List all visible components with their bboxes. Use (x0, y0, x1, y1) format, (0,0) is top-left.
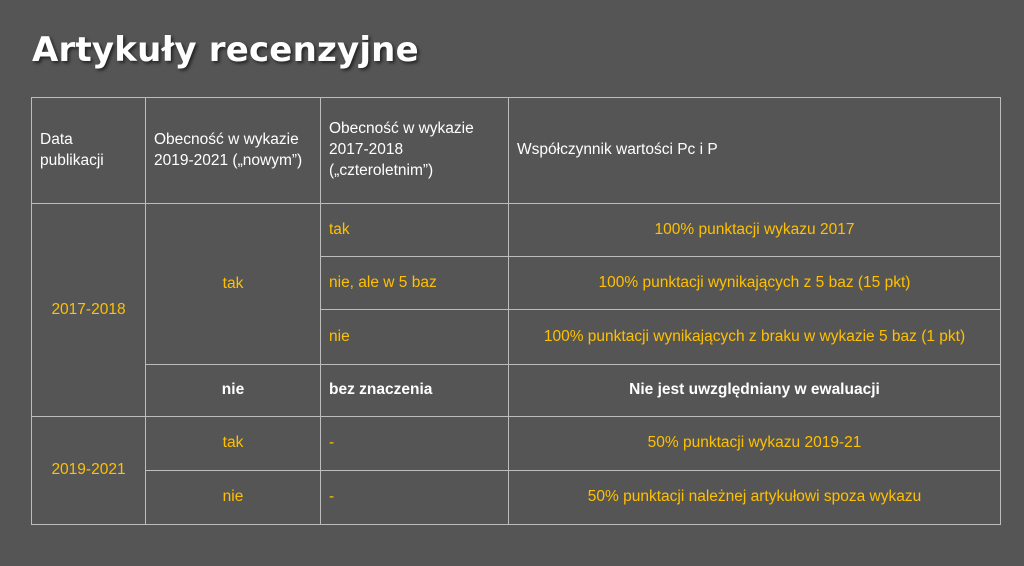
coefficient-cell: 50% punktacji wykazu 2019-21 (509, 417, 1001, 471)
header-publication-date: Data publikacji (32, 98, 146, 204)
presence-old-cell: - (321, 471, 509, 525)
slide-title: Artykuły recenzyjne (32, 30, 419, 70)
coefficient-cell: 50% punktacji należnej artykułowi spoza wykazu (509, 471, 1001, 525)
table-header-row (32, 98, 1001, 204)
coefficient-cell: 100% punktacji wykazu 2017 (509, 204, 1001, 257)
table-row (32, 471, 1001, 525)
presence-old-cell: bez znaczenia (321, 365, 509, 417)
presence-new-cell: tak (146, 204, 321, 365)
year-cell-2019-2021: 2019-2021 (32, 417, 146, 525)
table-row (32, 417, 1001, 471)
table-row (32, 204, 1001, 257)
presence-new-cell: nie (146, 471, 321, 525)
year-cell-2017-2018: 2017-2018 (32, 204, 146, 417)
presence-old-cell: - (321, 417, 509, 471)
presence-old-cell: nie, ale w 5 baz (321, 257, 509, 310)
header-presence-old-list: Obecność w wykazie 2017-2018 („czteroletnim”) (321, 98, 509, 204)
coefficient-cell: 100% punktacji wynikających z braku w wykazie 5 baz (1 pkt) (509, 310, 1001, 365)
presence-new-cell: tak (146, 417, 321, 471)
header-presence-new-list: Obecność w wykazie 2019-2021 („nowym”) (146, 98, 321, 204)
coefficient-cell: Nie jest uwzględniany w ewaluacji (509, 365, 1001, 417)
header-coefficient: Współczynnik wartości Pc i P (509, 98, 1001, 204)
presence-new-cell: nie (146, 365, 321, 417)
presence-old-cell: tak (321, 204, 509, 257)
coefficient-cell: 100% punktacji wynikających z 5 baz (15 pkt) (509, 257, 1001, 310)
table-row (32, 365, 1001, 417)
presence-old-cell: nie (321, 310, 509, 365)
review-articles-table (31, 97, 1001, 525)
